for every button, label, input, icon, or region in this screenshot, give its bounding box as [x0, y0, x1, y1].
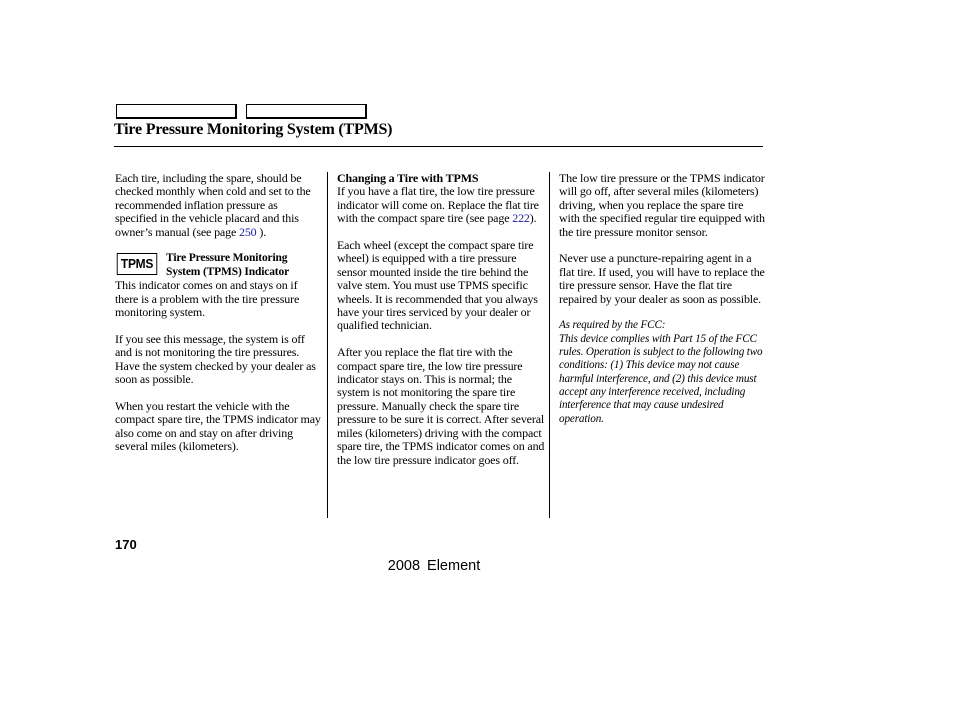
- tire-check-end: ).: [256, 224, 267, 239]
- index-button[interactable]: [246, 104, 367, 119]
- tpms-indicator-block: [115, 252, 321, 279]
- flat-tire-text: If you have a flat tire, the low tire pressure indicator will come on. Replace the flat tire with the compact spare tire (see page: [337, 184, 539, 226]
- page-title: Tire Pressure Monitoring System (TPMS): [114, 121, 393, 138]
- column-divider-1: [327, 172, 328, 518]
- tire-check-text: Each tire, including the spare, should be checked monthly when cold and set to the recommended inflation pressure as specified in the vehicle placard and this owner’s manual (see page: [115, 171, 311, 239]
- indicator-off-paragraph: The low tire pressure or the TPMS indicator will go off, after several miles (kilometers) driving, when you replace the spare tire with the specified regular tire equipped with the tire pressure monitor sensor.: [559, 171, 765, 239]
- flat-tire-end: ).: [529, 211, 537, 226]
- footer-model: 2008 Element: [387, 558, 481, 574]
- page-250-link[interactable]: 250: [238, 224, 257, 239]
- fcc-statement: This device complies with Part 15 of the FCC rules. Operation is subject to the following two conditions: (1) This device may not cause harmful interference, and (2) this device must accept any interference received, including interference that may cause undesired operation.: [559, 332, 763, 425]
- tpms-indicator-icon: TPMS: [117, 253, 157, 275]
- puncture-agent-paragraph: Never use a puncture-repairing agent in a flat tire. If used, you will have to replace the tire pressure sensor. Have the flat tire repaired by your dealer as soon as possible.: [559, 251, 765, 306]
- changing-tire-heading: Changing a Tire with TPMS: [337, 171, 479, 185]
- page-number: 170: [115, 537, 137, 552]
- page-222-link[interactable]: 222: [512, 211, 530, 226]
- column-1: [115, 172, 321, 453]
- tire-check-paragraph: [115, 172, 321, 239]
- restart-paragraph: When you restart the vehicle with the compact spare tire, the TPMS indicator may also come on and stay on after driving several miles (kilometers).: [115, 398, 321, 454]
- tpms-indicator-heading: Tire Pressure Monitoring System (TPMS) Indicator: [166, 252, 290, 278]
- spare-tire-paragraph: After you replace the flat tire with the compact spare tire, the low tire pressure indicator stays on. This is normal; the system is not monitoring the spare tire pressure. Manually check the spare tire pressure to be sure it is correct. After several miles (kilometers) driving with the compact spare tire, the TPMS indicator comes on and the low tire pressure indicator goes off.: [337, 345, 545, 467]
- fcc-heading: As required by the FCC:: [559, 319, 666, 332]
- flat-tire-paragraph: [337, 185, 546, 225]
- column-divider-2: [549, 172, 550, 518]
- column-3: [559, 172, 765, 426]
- wheel-sensor-paragraph: Each wheel (except the compact spare tire wheel) is equipped with a tire pressure sensor mounted inside the tire behind the valve stem. You must use TPMS specific wheels. It is recommended that you always have your tires serviced by your dealer or qualified technician.: [337, 238, 538, 333]
- system-message-paragraph: If you see this message, the system is off and is not monitoring the tire pressures. Have the system checked by your dealer as soon as possible.: [115, 331, 316, 387]
- indicator-description: This indicator comes on and stays on if there is a problem with the tire pressure monitoring system.: [115, 278, 300, 320]
- title-divider: [114, 146, 763, 147]
- column-2: [337, 172, 546, 467]
- main-menu-button[interactable]: [116, 104, 237, 119]
